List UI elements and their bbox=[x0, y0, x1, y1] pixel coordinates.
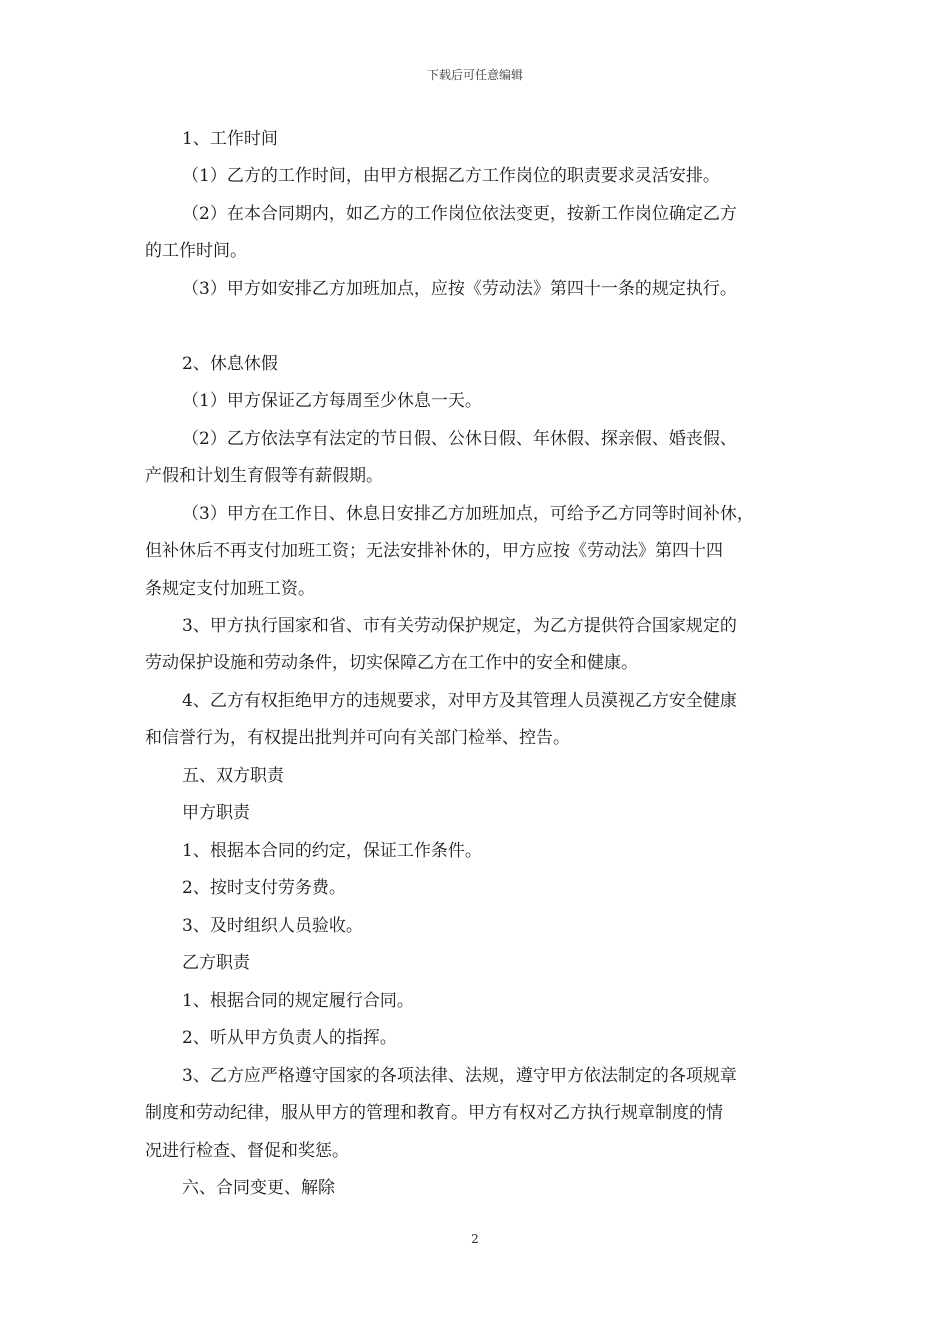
section-heading-work-hours: 1、工作时间 bbox=[182, 129, 278, 149]
page-header-note: 下载后可任意编辑 bbox=[426, 68, 523, 82]
paragraph-line: 和信誉行为，有权提出批判并可向有关部门检举、控告。 bbox=[145, 728, 570, 748]
paragraph-line: （3）甲方在工作日、休息日安排乙方加班加点，可给予乙方同等时间补休， bbox=[182, 504, 754, 524]
paragraph-line: （2）乙方依法享有法定的节日假、公休日假、年休假、探亲假、婚丧假、 bbox=[182, 429, 737, 449]
paragraph-line: 4、乙方有权拒绝甲方的违规要求，对甲方及其管理人员漠视乙方安全健康 bbox=[182, 691, 737, 711]
paragraph-line: 3、乙方应严格遵守国家的各项法律、法规，遵守甲方依法制定的各项规章 bbox=[182, 1066, 737, 1086]
section-heading-contract-change: 六、合同变更、解除 bbox=[182, 1178, 335, 1198]
paragraph-line: 况进行检查、督促和奖惩。 bbox=[145, 1141, 349, 1161]
paragraph-line: 3、及时组织人员验收。 bbox=[182, 916, 363, 936]
section-heading-duties: 五、双方职责 bbox=[182, 766, 284, 786]
paragraph-line: 3、甲方执行国家和省、市有关劳动保护规定，为乙方提供符合国家规定的 bbox=[182, 616, 737, 636]
paragraph-line: 制度和劳动纪律，服从甲方的管理和教育。甲方有权对乙方执行规章制度的情 bbox=[145, 1103, 723, 1123]
paragraph-line: （3）甲方如安排乙方加班加点，应按《劳动法》第四十一条的规定执行。 bbox=[182, 279, 737, 299]
paragraph-line: 的工作时间。 bbox=[145, 241, 247, 261]
paragraph-line: （2）在本合同期内，如乙方的工作岗位依法变更，按新工作岗位确定乙方 bbox=[182, 204, 737, 224]
subheading-party-a-duties: 甲方职责 bbox=[182, 803, 250, 823]
paragraph-line: 劳动保护设施和劳动条件，切实保障乙方在工作中的安全和健康。 bbox=[145, 653, 638, 673]
paragraph-line: （1）甲方保证乙方每周至少休息一天。 bbox=[182, 391, 482, 411]
paragraph-line: 产假和计划生育假等有薪假期。 bbox=[145, 466, 383, 486]
page-number: 2 bbox=[471, 1232, 479, 1246]
paragraph-line: 1、根据合同的规定履行合同。 bbox=[182, 991, 414, 1011]
subheading-party-b-duties: 乙方职责 bbox=[182, 953, 250, 973]
paragraph-line: 但补休后不再支付加班工资；无法安排补休的，甲方应按《劳动法》第四十四 bbox=[145, 541, 723, 561]
section-heading-rest-leave: 2、休息休假 bbox=[182, 354, 278, 374]
paragraph-line: 2、听从甲方负责人的指挥。 bbox=[182, 1028, 397, 1048]
paragraph-line: （1）乙方的工作时间，由甲方根据乙方工作岗位的职责要求灵活安排。 bbox=[182, 166, 720, 186]
paragraph-line: 2、按时支付劳务费。 bbox=[182, 878, 346, 898]
paragraph-line: 1、根据本合同的约定，保证工作条件。 bbox=[182, 841, 482, 861]
paragraph-line: 条规定支付加班工资。 bbox=[145, 579, 315, 599]
